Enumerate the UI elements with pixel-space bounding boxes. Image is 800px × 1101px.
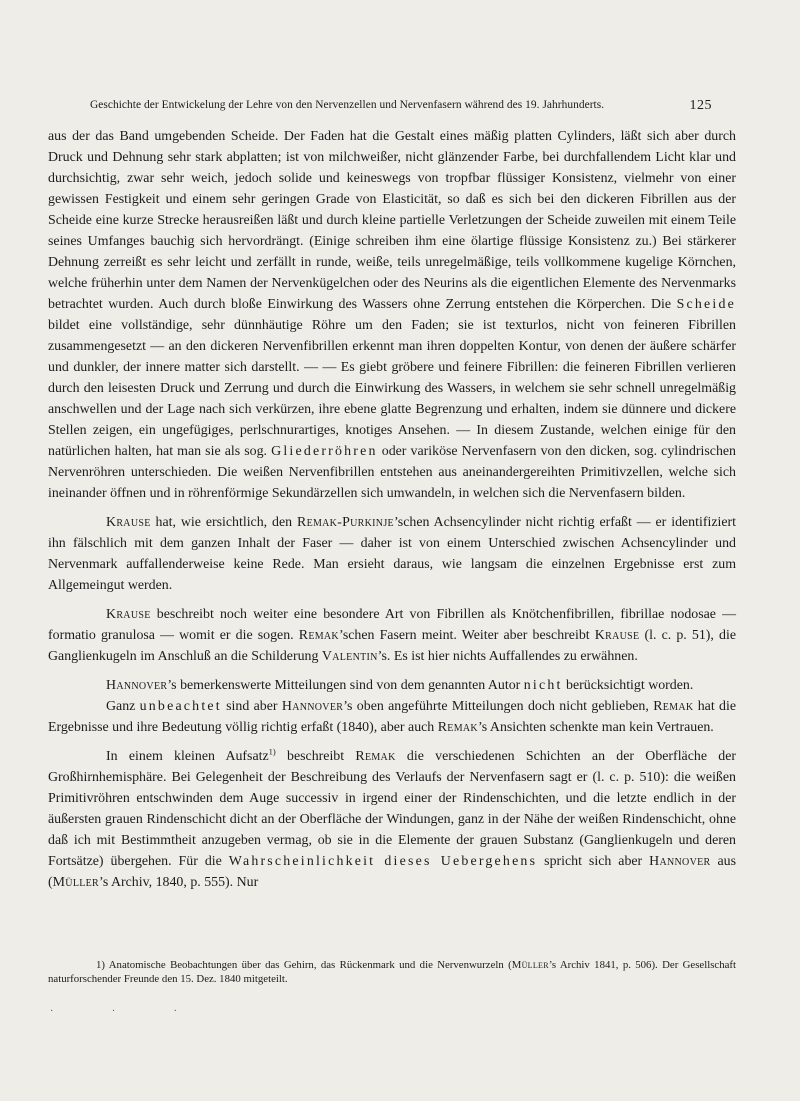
print-specks: · · · — [50, 1006, 205, 1017]
spaced-emphasis: Scheide — [676, 297, 736, 312]
text-run: ’s. Es ist hier nichts Auffallendes zu erwähnen. — [377, 649, 638, 664]
footnote — [48, 958, 736, 986]
footnote-marker: 1) — [268, 746, 276, 757]
paragraph-3 — [48, 604, 736, 667]
author-name: Hannover — [106, 678, 168, 693]
spaced-emphasis: Wahrscheinlichkeit dieses Uebergehens — [228, 854, 538, 869]
text-run: hat die Ergebnisse und ihre Bedeutung völlig richtig erfaßt (1840), aber auch — [48, 699, 737, 735]
page-number: 125 — [689, 98, 712, 113]
text-run: ’s Archiv, 1840, p. 555). Nur — [99, 875, 259, 890]
text-run: bildet eine vollständige, sehr dünnhäutige Röhre um den Faden; sie ist texturlos, nicht von feineren Fibrillen zusammengesetzt — an den dickeren Nervenfibrillen erkennt man ihren doppelten Kontur, von denen der äußere schärfer und dunkler, der innere matter sich darstellt. — — Es giebt gröbere und feinere Fibrillen: die feineren Fibrillen verlieren durch den leisesten Druck und Zerrung und durch die Einwirkung des Wassers, in welchem sie sehr schnell unregelmäßig anschwellen und der Lage nach sich verkürzen, ihre ebene glatte Begrenzung und erhalten, indem sie dünnere und dickere Stellen zeigen, ein ungefügiges, perlschnurartiges, knotiges Ansehen. — In diesem Zustande, welchen einige für den natürlichen halten, hat man sie als sog. — [48, 318, 736, 459]
text-run: aus der das Band umgebenden Scheide. Der Faden hat die Gestalt eines mäßig platten Cylinders, läßt sich aber durch Druck und Dehnung sehr stark abplatten; ist von milchweißer, nicht glänzender Farbe, bei durchfallendem Licht klar und durchsichtig, zwar sehr weich, jedoch solide und keineswegs von tropfbar flüssiger Konsistenz, vielmehr von einer gewissen Festigkeit und einem sehr geringen Grade von Elasticität, so daß es sich bei den dickeren Fibrillen aus der Scheide eine kurze Strecke herausreißen läßt und durch kleine partielle Verletzungen der Scheide zuweilen mit einem Teile seines Umfanges bauchig sich hervordrängt. (Einige schreiben ihm eine ölartige flüssige Konsistenz zu.) Bei stärkerer Dehnung zerreißt es sehr leicht und zerfällt in runde, weiße, teils unregelmäßige, teils vollkommene kugelige Körnchen, welche früherhin unter dem Namen der Nervenkügelchen oder des Neurins als die eigentlichen Elemente des Nervenmarks betrachtet wurden. Auch durch bloße Einwirkung des Wassers ohne Zerrung entstehen die Körperchen. Die — [48, 129, 736, 312]
author-name: Hannover — [649, 854, 711, 869]
text-run: beschreibt — [275, 749, 356, 764]
author-name: Krause — [106, 607, 151, 622]
text-run: ’schen Achsencylinder nicht richtig erfaßt — er identifiziert ihn fälschlich mit dem ganzen Inhalt der Faser — daher ist von einem Unterschied zwischen Achsencylinder und Nervenmark auffallenderweise keine Rede. Man ersieht daraus, wie langsam die einzelnen Ergebnisse erst zum Allgemeingut werden. — [48, 515, 737, 593]
author-name: Müller — [52, 875, 100, 890]
text-run: Ganz — [106, 699, 140, 714]
paragraph-1 — [48, 126, 736, 504]
paragraph-5 — [48, 696, 736, 738]
author-name: Remak — [437, 720, 478, 735]
spaced-emphasis: Gliederröhren — [271, 444, 378, 459]
author-name: Remak — [298, 628, 339, 643]
body-text — [48, 126, 736, 893]
author-name: Remak — [653, 699, 694, 714]
text-run: ’s bemerkenswerte Mitteilungen sind von dem genannten Autor — [167, 678, 524, 693]
text-run: oder variköse Nervenfasern von den dicken, sog. cylindrischen Nervenröhren unterschieden. Die weißen Nervenfibrillen entstehen aus aneinandergereihten Primitivzellen, welche sich ineinander öffnen und in röhrenförmige Sekundärzellen sich umwandeln, in welchen sich die Nervenfasern bilden. — [48, 444, 736, 501]
text-run: hat, wie ersichtlich, den — [150, 515, 297, 530]
text-run: ’s Ansichten schenkte man kein Vertrauen. — [477, 720, 714, 735]
text-run: 1) Anatomische Beobachtungen über das Gehirn, das Rückenmark und die Nervenwurzeln ( — [96, 959, 512, 971]
paragraph-4 — [48, 675, 736, 696]
footnote-text — [48, 958, 736, 986]
author-name: Müller — [511, 959, 549, 971]
text-run: ’s oben angeführte Mitteilungen doch nicht geblieben, — [343, 699, 654, 714]
spaced-emphasis: nicht — [523, 678, 563, 693]
text-run: spricht sich aber — [537, 854, 650, 869]
text-run: berücksichtigt worden. — [562, 678, 694, 693]
text-run: beschreibt noch weiter eine besondere Art von Fibrillen als Knötchenfibrillen, fibrillae nodosae — formatio granulosa — womit er die sogen. — [48, 607, 736, 643]
paragraph-6 — [48, 746, 736, 893]
text-run: die verschiedenen Schichten an der Oberfläche der Großhirnhemisphäre. Bei Gelegenheit der Beschreibung des Verlaufs der Nervenfasern sagt er (l. c. p. 510): die weißen Primitivröhren entschwinden dem Auge successiv in irgend einer der Rindenschichten, und die letzte endlich in der äußersten grauen Rindenschicht dicht an der Oberfläche der Windungen, ganz in der Nähe der weißen Rindenschicht, ohne daß ich mit Bestimmtheit anzugeben vermag, ob sie in die Elemente der grauen Substanz (Ganglienkugeln und deren Fortsätze) übergehen. Für die — [48, 749, 736, 869]
text-run: In einem kleinen Aufsatz — [106, 749, 269, 764]
author-name: Krause — [594, 628, 640, 643]
text-run: aus ( — [48, 854, 736, 890]
text-run: ’s Archiv 1841, p. 506). Der Gesellschaft naturforschender Freunde den 15. Dez. 1840 mitgeteilt. — [48, 959, 736, 985]
paragraph-2 — [48, 512, 736, 596]
author-name: Hannover — [281, 699, 344, 714]
text-run: sind aber — [221, 699, 282, 714]
running-header — [90, 99, 712, 111]
author-name: Remak — [355, 749, 396, 764]
author-name: Remak-Purkinje — [297, 515, 394, 530]
running-title: Geschichte der Entwickelung der Lehre von den Nervenzellen und Nervenfasern während des 19. Jahrhunderts. — [90, 99, 605, 111]
text-run: ’schen Fasern meint. Weiter aber beschreibt — [338, 628, 595, 643]
spaced-emphasis: unbeachtet — [139, 699, 222, 714]
author-name: Valentin — [321, 649, 378, 664]
author-name: Krause — [106, 515, 151, 530]
text-run: (l. c. p. 51), die Ganglienkugeln im Anschluß an die Schilderung — [48, 628, 736, 664]
